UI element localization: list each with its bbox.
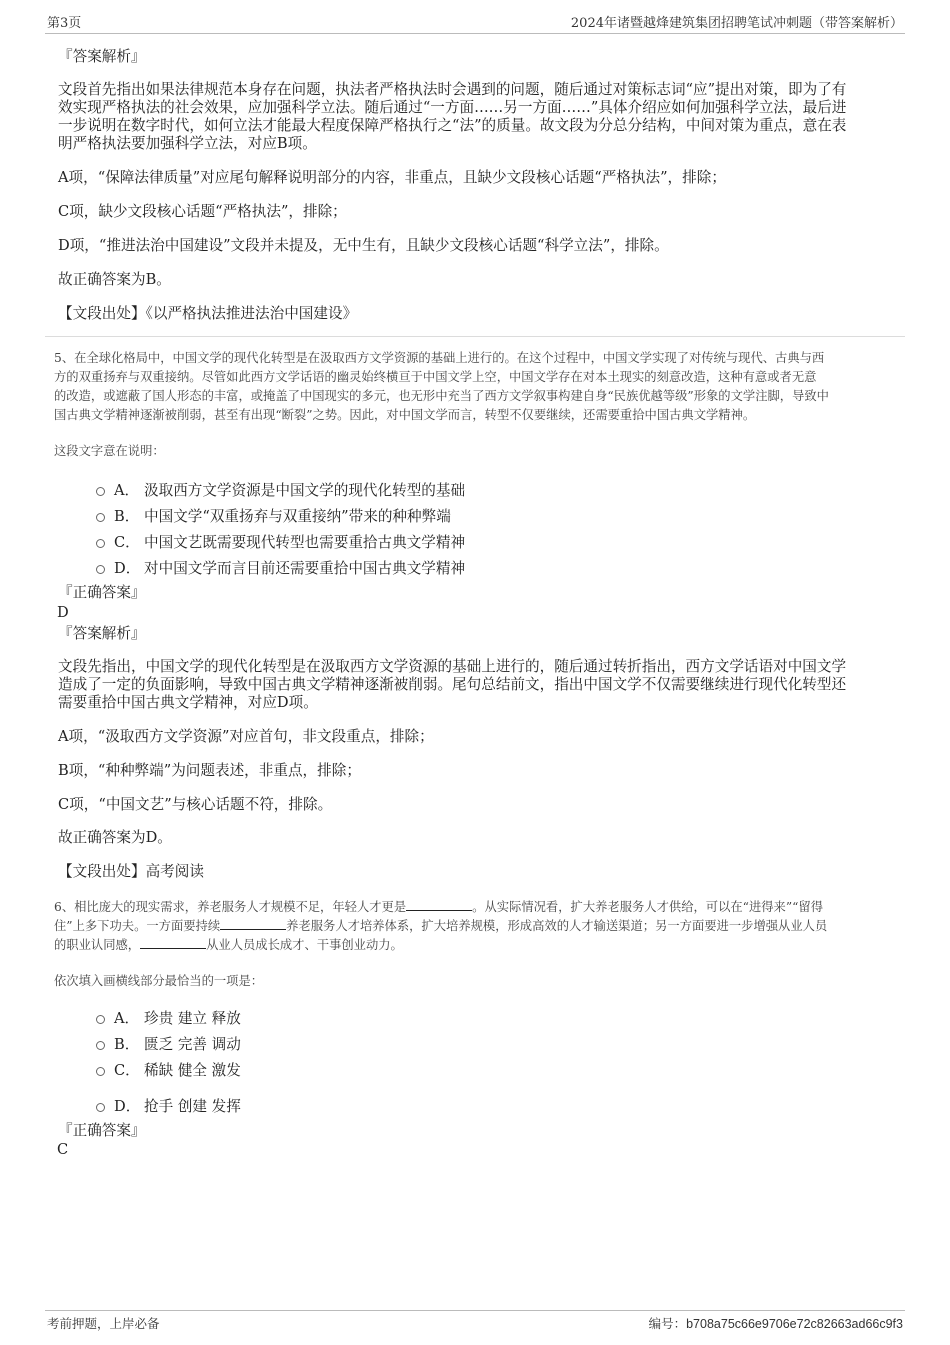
radio-icon[interactable] [96, 513, 105, 522]
q6-stem-text: 6、相比庞大的现实需求，养老服务人才规模不足，年轻人才更是 [54, 900, 407, 914]
q5-analysis-line: 文段先指出，中国文学的现代化转型是在汲取西方文学资源的基础上进行的，随后通过转折指出，西方文学话语对中国文学 [58, 658, 847, 675]
q6-stem-line [54, 936, 403, 955]
q5-stem-line: 的改造，或遮蔽了国人形态的丰富，或掩盖了中国现实的多元，也无形中充当了西方文学叙事构建自身“民族优越等级”形象的文学注脚，导致中 [54, 389, 829, 403]
q5-source: 【文段出处】高考阅读 [58, 863, 204, 880]
q5-stem-line: 5、在全球化格局中，中国文学的现代化转型是在汲取西方文学资源的基础上进行的。在这个过程中，中国文学实现了对传统与现代、古典与西 [54, 351, 825, 365]
q4-analysis-line: 文段首先指出如果法律规范本身存在问题，执法者严格执法时会遇到的问题，随后通过对策标志词“应”提出对策，即为了有 [58, 81, 847, 98]
q4-analysis-line: 效实现严格执法的社会效果，应加强科学立法。随后通过“一方面……另一方面……”具体介绍应如何加强科学立法，最后进 [58, 99, 847, 116]
radio-icon[interactable] [96, 1015, 105, 1024]
blank-line [220, 917, 286, 930]
radio-icon[interactable] [96, 1041, 105, 1050]
radio-icon[interactable] [96, 487, 105, 496]
radio-icon[interactable] [96, 565, 105, 574]
blank-line [140, 936, 206, 949]
q5-analysis-line: 需要重拾中国古典文学精神，对应D项。 [58, 694, 318, 711]
q4-analysis-line: 一步说明在数字时代，如何立法才能最大程度保障严格执行之“法”的质量。故文段为分总分结构，中间对策为重点，意在表 [58, 117, 847, 134]
q5-prompt: 这段文字意在说明： [54, 444, 165, 458]
option-letter: D． [114, 1098, 141, 1115]
option-letter: A． [114, 1010, 140, 1027]
footer-slogan: 考前押题，上岸必备 [47, 1316, 160, 1331]
q4-option-note: A项，“保障法律质量”对应尾句解释说明部分的内容，非重点，且缺少文段核心话题“严格执法”，排除； [58, 169, 726, 186]
page-number: 第3页 [47, 16, 82, 31]
q5-option-note: C项，“中国文艺”与核心话题不符，排除。 [58, 796, 333, 813]
q5-answer-label: 『正确答案』 [58, 584, 146, 601]
q4-source: 【文段出处】《以严格执法推进法治中国建设》 [58, 305, 358, 322]
radio-icon[interactable] [96, 1103, 105, 1112]
q5-analysis-label: 『答案解析』 [58, 625, 146, 642]
q6-answer-label: 『正确答案』 [58, 1122, 146, 1139]
option-letter: C． [114, 534, 140, 551]
radio-icon[interactable] [96, 539, 105, 548]
option-letter: B． [114, 508, 140, 525]
q6-stem-text: 的职业认同感， [54, 938, 141, 952]
option-text: 中国文学“双重扬弃与双重接纳”带来的种种弊端 [144, 508, 451, 525]
q5-option-c[interactable] [96, 531, 465, 552]
footer-divider [45, 1310, 905, 1311]
q5-stem-line: 国古典文学精神逐渐被削弱，甚至有出现“断裂”之势。因此，对中国文学而言，转型不仅要继续，还需要重拾中国古典文学精神。 [54, 408, 756, 422]
question-divider [45, 336, 905, 337]
q5-option-a[interactable] [96, 479, 465, 500]
option-letter: C． [114, 1062, 140, 1079]
option-text: 中国文艺既需要现代转型也需要重拾古典文学精神 [144, 534, 466, 551]
option-letter: D． [114, 560, 141, 577]
radio-icon[interactable] [96, 1067, 105, 1076]
code-value: b708a75c66e9706e72c82663ad66c9f3 [686, 1317, 903, 1331]
code-label: 编号： [648, 1316, 687, 1331]
option-text: 珍贵 建立 释放 [144, 1010, 241, 1027]
q6-option-d[interactable] [96, 1095, 241, 1116]
option-letter: A． [114, 482, 140, 499]
q6-stem-text: 住”上多下功夫。一方面要持续 [54, 919, 221, 933]
q4-option-note: C项，缺少文段核心话题“严格执法”，排除； [58, 203, 347, 220]
q4-analysis-label: 『答案解析』 [58, 48, 146, 65]
blank-line [406, 898, 472, 911]
q6-answer: C [57, 1141, 69, 1158]
q5-stem-line: 方的双重扬弃与双重接纳。尽管如此西方文学话语的幽灵始终横亘于中国文学上空，中国文学存在对本土现实的刻意改造，这种有意或者无意 [54, 370, 817, 384]
q4-analysis-line: 明严格执法要加强科学立法，对应B项。 [58, 135, 317, 152]
q4-conclusion: 故正确答案为B。 [58, 271, 171, 288]
q5-option-note: A项，“汲取西方文学资源”对应首句，非文段重点，排除； [58, 728, 434, 745]
q5-conclusion: 故正确答案为D。 [58, 829, 172, 846]
q6-option-c[interactable] [96, 1059, 241, 1080]
q5-option-note: B项，“种种弊端”为问题表述，非重点，排除； [58, 762, 361, 779]
option-letter: B． [114, 1036, 140, 1053]
option-text: 匮乏 完善 调动 [144, 1036, 241, 1053]
q5-option-b[interactable] [96, 505, 451, 526]
document-code [649, 1314, 903, 1332]
option-text: 对中国文学而言目前还需要重拾中国古典文学精神 [144, 560, 466, 577]
option-text: 稀缺 健全 激发 [144, 1062, 241, 1079]
q6-prompt: 依次填入画横线部分最恰当的一项是： [54, 974, 264, 988]
option-text: 抢手 创建 发挥 [144, 1098, 241, 1115]
q6-stem-line [54, 898, 823, 917]
option-text: 汲取西方文学资源是中国文学的现代化转型的基础 [144, 482, 466, 499]
document-title: 2024年诸暨越烽建筑集团招聘笔试冲刺题（带答案解析） [570, 16, 903, 31]
q6-option-b[interactable] [96, 1033, 241, 1054]
header-divider [45, 33, 905, 34]
q5-option-d[interactable] [96, 557, 465, 578]
q4-option-note: D项，“推进法治中国建设”文段并未提及，无中生有，且缺少文段核心话题“科学立法”，排除。 [58, 237, 669, 254]
q6-stem-text: 养老服务人才培养体系，扩大培养规模，形成高效的人才输送渠道；另一方面要进一步增强从业人员 [286, 919, 828, 933]
q5-answer: D [57, 604, 69, 621]
q6-stem-text: 。从实际情况看，扩大养老服务人才供给，可以在“进得来”“留得 [472, 900, 824, 914]
q5-analysis-line: 造成了一定的负面影响，导致中国古典文学精神逐渐被削弱。尾句总结前文，指出中国文学不仅需要继续进行现代化转型还 [58, 676, 847, 693]
q6-option-a[interactable] [96, 1007, 241, 1028]
q6-stem-text: 从业人员成长成才、干事创业动力。 [206, 938, 403, 952]
q6-stem-line [54, 917, 827, 936]
